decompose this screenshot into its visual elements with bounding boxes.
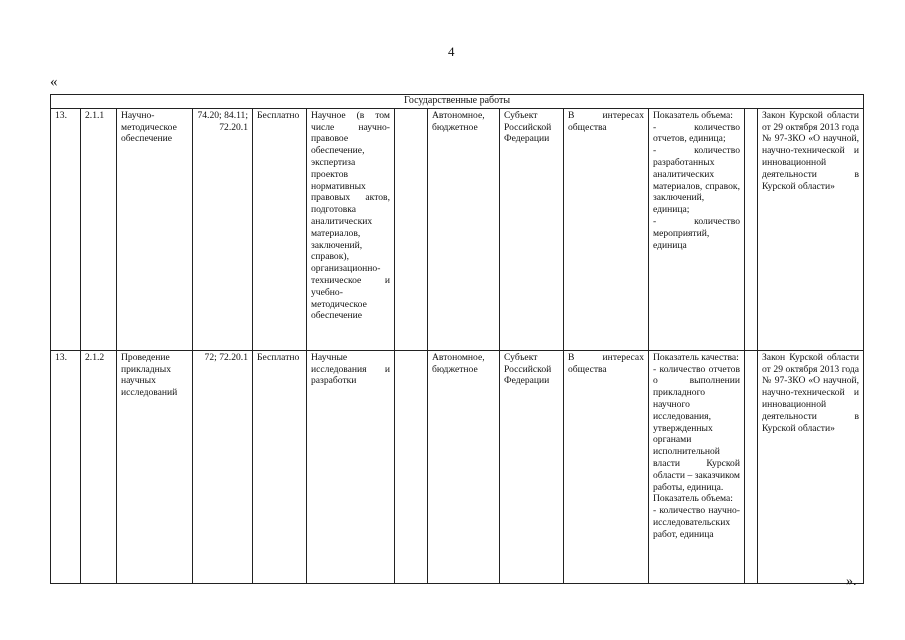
state-works-table bbox=[50, 94, 864, 584]
blank-cell bbox=[745, 108, 758, 350]
founder: Субъект Российской Федерации bbox=[500, 108, 564, 350]
institution-type: Автономное, бюджетное bbox=[428, 108, 500, 350]
indicator-line: Показатель качества: bbox=[653, 351, 739, 363]
work-name: Научно-методическое обеспечение bbox=[117, 108, 193, 350]
table-row bbox=[51, 350, 864, 583]
work-content: Научное (в том числе научно-правовое обеспечение, экспертиза проектов нормативных правовых актов, подготовка аналитических материалов, заключений, справок), организационно-техническое и учебно-методическое обеспечение bbox=[307, 108, 395, 350]
table-row bbox=[51, 108, 864, 350]
row-code: 2.1.1 bbox=[81, 108, 117, 350]
institution-type: Автономное, бюджетное bbox=[428, 350, 500, 583]
founder: Субъект Российской Федерации bbox=[500, 350, 564, 583]
okved-codes: 74.20; 84.11; 72.20.1 bbox=[193, 108, 253, 350]
payment-terms: Бесплатно bbox=[253, 108, 307, 350]
consumers: В интересах общества bbox=[564, 108, 649, 350]
payment-terms: Бесплатно bbox=[253, 350, 307, 583]
indicator-line: Показатель объема: bbox=[653, 109, 733, 121]
row-number: 13. bbox=[51, 108, 81, 350]
section-title: Государственные работы bbox=[51, 95, 864, 109]
legal-basis: Закон Курской области от 29 октября 2013 года № 97-ЗКО «О научной, научно-технической и инновационной деятельности в Курской области» bbox=[758, 350, 864, 583]
indicators bbox=[649, 108, 745, 350]
row-code: 2.1.2 bbox=[81, 350, 117, 583]
indicator-line: - количество разработанных аналитических материалов, справок, заключений, единица; bbox=[653, 145, 740, 216]
page-number: 4 bbox=[448, 44, 455, 59]
indicator-line: - количество научно-исследовательских работ, единица bbox=[653, 505, 740, 540]
blank-cell bbox=[395, 108, 428, 350]
indicator-line: - количество отчетов, единица; bbox=[653, 121, 740, 145]
indicators bbox=[649, 350, 745, 583]
indicator-line: - количество мероприятий, единица bbox=[653, 215, 740, 251]
work-content: Научные исследования и разработки bbox=[307, 350, 395, 583]
row-number: 13. bbox=[51, 350, 81, 583]
indicator-line: Показатель объема: bbox=[653, 493, 733, 505]
closing-quote: ». bbox=[846, 574, 857, 589]
section-header-row bbox=[51, 95, 864, 109]
legal-basis: Закон Курской области от 29 октября 2013 года № 97-ЗКО «О научной, научно-технической и инновационной деятельности в Курской области» bbox=[758, 108, 864, 350]
okved-codes: 72; 72.20.1 bbox=[193, 350, 253, 583]
consumers: В интересах общества bbox=[564, 350, 649, 583]
blank-cell bbox=[395, 350, 428, 583]
opening-quote: « bbox=[50, 74, 58, 90]
indicator-line: - количество отчетов о выполнении прикладного научного исследования, утвержденных органами исполнительной власти Курской области – заказчиком работы, единица. bbox=[653, 363, 740, 493]
work-name: Проведение прикладных научных исследований bbox=[117, 350, 193, 583]
blank-cell bbox=[745, 350, 758, 583]
